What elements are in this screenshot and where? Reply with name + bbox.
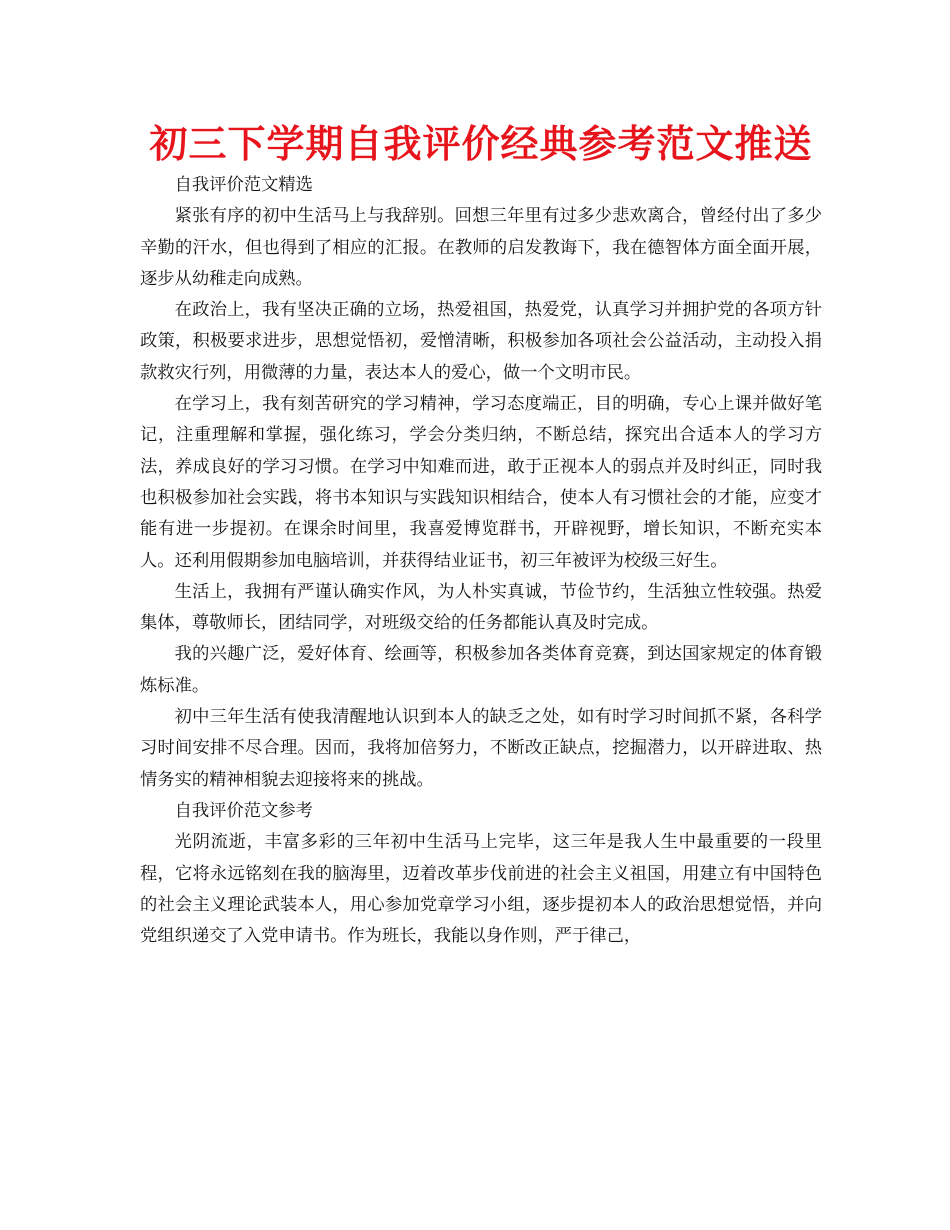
document-title: 初三下学期自我评价经典参考范文推送 bbox=[149, 122, 813, 166]
document-body bbox=[140, 170, 822, 952]
paragraph-3: 在学习上，我有刻苦研究的学习精神，学习态度端正，目的明确，专心上课并做好笔记，注重理解和掌握，强化练习，学会分类归纳，不断总结，探究出合适本人的学习方法，养成良好的学习习惯。在学习中知难而进，敢于正视本人的弱点并及时纠正，同时我也积极参加社会实践，将书本知识与实践知识相结合，使本人有习惯社会的才能，应变才能有进一步提初。在课余时间里，我喜爱博览群书，开辟视野，增长知识，不断充实本人。还利用假期参加电脑培训，并获得结业证书，初三年被评为校级三好生。 bbox=[140, 394, 822, 571]
paragraph-6: 初中三年生活有使我清醒地认识到本人的缺乏之处，如有时学习时间抓不紧，各科学习时间安排不尽合理。因而，我将加倍努力，不断改正缺点，挖掘潜力，以开辟进取、热情务实的精神相貌去迎接将来的挑战。 bbox=[140, 707, 822, 790]
paragraph-1: 紧张有序的初中生活马上与我辞别。回想三年里有过多少悲欢离合，曾经付出了多少辛勤的汗水，但也得到了相应的汇报。在教师的启发教诲下，我在德智体方面全面开展，逐步从幼稚走向成熟。 bbox=[140, 206, 822, 289]
section-heading-2: 自我评价范文参考 bbox=[174, 800, 313, 821]
section-heading-1: 自我评价范文精选 bbox=[174, 175, 313, 195]
paragraph-7: 光阴流逝，丰富多彩的三年初中生活马上完毕，这三年是我人生中最重要的一段里程，它将永远铭刻在我的脑海里，迈着改革步伐前进的社会主义祖国，用建立有中国特色的社会主义理论武装本人，用心参加党章学习小组，逐步提初本人的政治思想觉悟，并向党组织递交了入党申请书。作为班长，我能以身作则，严于律己， bbox=[140, 832, 822, 947]
paragraph-4: 生活上，我拥有严谨认确实作风，为人朴实真诚，节俭节约，生活独立性较强。热爱集体，尊敬师长，团结同学，对班级交给的任务都能认真及时完成。 bbox=[140, 581, 822, 634]
paragraph-2: 在政治上，我有坚决正确的立场，热爱祖国，热爱党，认真学习并拥护党的各项方针政策，积极要求进步，思想觉悟初，爱憎清晰，积极参加各项社会公益活动，主动投入捐款救灾行列，用微薄的力量，表达本人的爱心，做一个文明市民。 bbox=[140, 300, 822, 383]
paragraph-5: 我的兴趣广泛，爱好体育、绘画等，积极参加各类体育竞赛，到达国家规定的体育锻炼标准。 bbox=[140, 644, 822, 696]
